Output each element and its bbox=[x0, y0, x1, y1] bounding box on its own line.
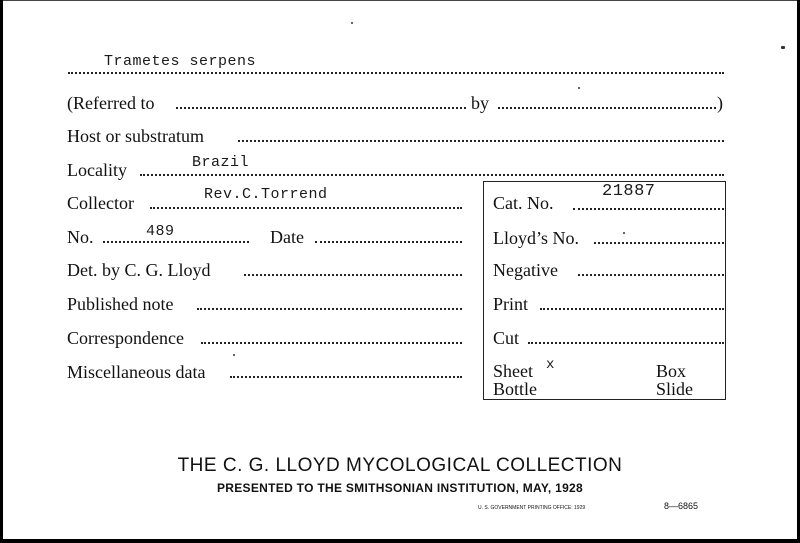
catalog-number-label: Cat. No. bbox=[493, 193, 554, 213]
locality-value: Brazil bbox=[192, 154, 250, 171]
scan-speck bbox=[623, 232, 625, 234]
sheet-check-mark: x bbox=[546, 357, 555, 373]
collection-subtitle: PRESENTED TO THE SMITHSONIAN INSTITUTION, MAY, 1928 bbox=[216, 481, 584, 495]
catalog-number-value: 21887 bbox=[602, 182, 656, 201]
referred-to-line bbox=[176, 107, 466, 109]
lloyds-number-line bbox=[594, 242, 724, 244]
print-line bbox=[540, 308, 724, 310]
scan-speck bbox=[233, 354, 235, 356]
determined-by-label: Det. by C. G. Lloyd bbox=[67, 260, 211, 280]
referred-close-paren: ) bbox=[717, 93, 723, 113]
correspondence-label: Correspondence bbox=[67, 328, 184, 348]
card-top-edge bbox=[0, 0, 800, 1]
host-label: Host or substratum bbox=[67, 126, 204, 146]
sheet-label: Sheet bbox=[493, 361, 533, 381]
catalog-number-line bbox=[573, 208, 724, 210]
date-label: Date bbox=[270, 227, 304, 247]
host-line bbox=[238, 140, 724, 142]
species-name: Trametes serpens bbox=[104, 53, 257, 70]
cut-line bbox=[528, 342, 724, 344]
date-line bbox=[315, 241, 462, 243]
misc-data-line bbox=[230, 376, 462, 378]
determined-by-line bbox=[244, 274, 462, 276]
lloyds-number-label: Lloyd’s No. bbox=[493, 228, 580, 248]
box-label: Box bbox=[656, 361, 687, 381]
by-label: by bbox=[471, 93, 489, 113]
species-line bbox=[68, 72, 724, 74]
bottle-label: Bottle bbox=[493, 379, 537, 399]
locality-label: Locality bbox=[67, 160, 127, 180]
scan-speck bbox=[578, 87, 580, 89]
form-number: 8—6865 bbox=[664, 501, 699, 511]
negative-line bbox=[578, 274, 724, 276]
published-note-line bbox=[197, 308, 462, 310]
slide-label: Slide bbox=[656, 379, 694, 399]
printing-office-note: U. S. GOVERNMENT PRINTING OFFICE: 1929 bbox=[478, 505, 586, 511]
collector-label: Collector bbox=[67, 193, 134, 213]
collection-title: THE C. G. LLOYD MYCOLOGICAL COLLECTION bbox=[177, 455, 623, 476]
cut-label: Cut bbox=[493, 328, 520, 348]
collector-value: Rev.C.Torrend bbox=[204, 186, 328, 203]
number-label: No. bbox=[67, 227, 94, 247]
number-value: 489 bbox=[146, 223, 175, 240]
published-note-label: Published note bbox=[67, 294, 174, 314]
correspondence-line bbox=[201, 342, 462, 344]
card-bottom-edge bbox=[0, 539, 800, 543]
locality-line bbox=[140, 174, 724, 176]
number-line bbox=[103, 241, 249, 243]
collector-line bbox=[150, 207, 462, 209]
negative-label: Negative bbox=[493, 260, 558, 280]
print-label: Print bbox=[493, 294, 529, 314]
scan-speck bbox=[351, 22, 353, 24]
misc-data-label: Miscellaneous data bbox=[67, 362, 206, 382]
by-line bbox=[498, 107, 716, 109]
referred-to-label: (Referred to bbox=[67, 93, 155, 113]
scan-speck bbox=[781, 46, 785, 49]
